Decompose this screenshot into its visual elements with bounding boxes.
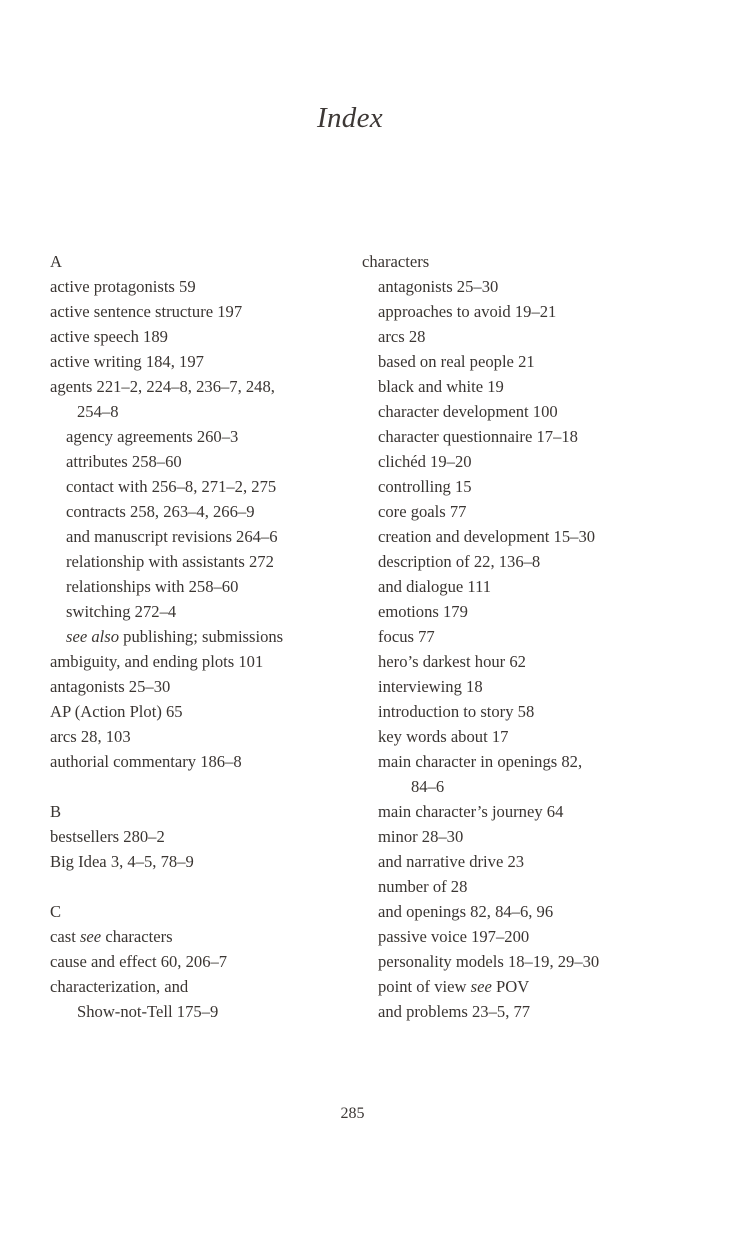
index-subentry: emotions 179 <box>378 602 468 621</box>
index-entry: Big Idea 3, 4–5, 78–9 <box>50 852 194 871</box>
index-entry-continuation: Show-not-Tell 175–9 <box>77 1002 219 1021</box>
index-subentry: switching 272–4 <box>66 602 177 621</box>
index-subentry-continuation: 84–6 <box>411 777 445 796</box>
index-subentry: creation and development 15–30 <box>378 527 596 546</box>
index-subentry: contracts 258, 263–4, 266–9 <box>66 502 255 521</box>
index-entry-continuation: 254–8 <box>77 402 119 421</box>
index-subentry: key words about 17 <box>378 727 509 746</box>
index-subentry: arcs 28 <box>378 327 426 346</box>
index-subentry: core goals 77 <box>378 502 467 521</box>
index-entry: agents 221–2, 224–8, 236–7, 248, <box>50 377 275 396</box>
index-entry: active speech 189 <box>50 327 168 346</box>
index-subentry: antagonists 25–30 <box>378 277 499 296</box>
index-subentry: number of 28 <box>378 877 468 896</box>
index-subentry: main character in openings 82, <box>378 752 583 771</box>
index-subentry: relationships with 258–60 <box>66 577 239 596</box>
index-subentry: relationship with assistants 272 <box>66 552 274 571</box>
cross-reference-target: POV <box>496 977 530 996</box>
index-subentry: and problems 23–5, 77 <box>378 1002 531 1021</box>
index-column-left <box>50 249 350 1024</box>
index-subentry: focus 77 <box>378 627 435 646</box>
index-entry: arcs 28, 103 <box>50 727 131 746</box>
section-letter-b: B <box>50 802 62 821</box>
index-subentry: main character’s journey 64 <box>378 802 564 821</box>
section-letter-a: A <box>50 252 62 271</box>
index-entry: AP (Action Plot) 65 <box>50 702 183 721</box>
index-entry: ambiguity, and ending plots 101 <box>50 652 264 671</box>
index-entry: bestsellers 280–2 <box>50 827 165 846</box>
index-cross-reference <box>362 974 702 999</box>
see-also-label: see also <box>66 627 119 646</box>
index-subentry: hero’s darkest hour 62 <box>378 652 526 671</box>
section-gap <box>50 874 350 899</box>
index-cross-reference <box>50 924 350 949</box>
page-title: Index <box>317 102 383 134</box>
index-subentry: based on real people 21 <box>378 352 535 371</box>
index-subentry: approaches to avoid 19–21 <box>378 302 557 321</box>
index-subentry: interviewing 18 <box>378 677 483 696</box>
index-entry: characterization, and <box>50 977 189 996</box>
index-subentry: and manuscript revisions 264–6 <box>66 527 278 546</box>
index-subentry: character questionnaire 17–18 <box>378 427 578 446</box>
see-label: see <box>79 927 102 946</box>
index-subentry: description of 22, 136–8 <box>378 552 541 571</box>
index-entry-heading: characters <box>362 252 430 271</box>
index-subentry: minor 28–30 <box>378 827 464 846</box>
index-subentry: agency agreements 260–3 <box>66 427 239 446</box>
cross-reference-target: publishing; submissions <box>123 627 284 646</box>
entry-term: point of view <box>378 977 467 996</box>
entry-term: cast <box>50 927 76 946</box>
see-label: see <box>470 977 492 996</box>
index-subentry: character development 100 <box>378 402 558 421</box>
index-subentry: and openings 82, 84–6, 96 <box>378 902 554 921</box>
index-entry: active sentence structure 197 <box>50 302 243 321</box>
index-subentry: introduction to story 58 <box>378 702 535 721</box>
section-letter-c: C <box>50 902 62 921</box>
section-gap <box>50 774 350 799</box>
index-entry: cause and effect 60, 206–7 <box>50 952 228 971</box>
index-entry: antagonists 25–30 <box>50 677 171 696</box>
index-entry: active protagonists 59 <box>50 277 196 296</box>
index-subentry: attributes 258–60 <box>66 452 182 471</box>
index-subentry: personality models 18–19, 29–30 <box>378 952 600 971</box>
index-entry: active writing 184, 197 <box>50 352 204 371</box>
index-subentry: and dialogue 111 <box>378 577 492 596</box>
index-subentry: and narrative drive 23 <box>378 852 525 871</box>
index-subentry: black and white 19 <box>378 377 504 396</box>
index-cross-reference <box>50 624 350 649</box>
index-subentry: passive voice 197–200 <box>378 927 530 946</box>
index-subentry: controlling 15 <box>378 477 472 496</box>
index-subentry: contact with 256–8, 271–2, 275 <box>66 477 277 496</box>
index-subentry: clichéd 19–20 <box>378 452 472 471</box>
page-number: 285 <box>340 1105 365 1122</box>
index-column-right <box>362 249 702 1024</box>
index-entry: authorial commentary 186–8 <box>50 752 242 771</box>
cross-reference-target: characters <box>105 927 173 946</box>
